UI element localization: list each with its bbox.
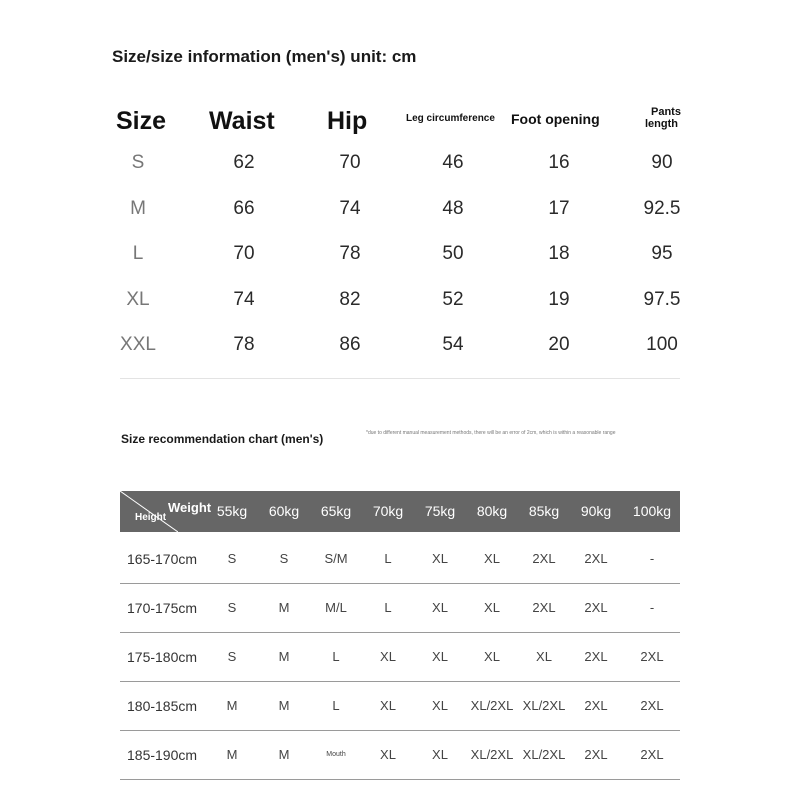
recommended-size: S <box>279 551 289 566</box>
recommended-size: 2XL <box>532 600 556 615</box>
weight-column-header: 75kg <box>424 503 456 519</box>
measurement-value: 62 <box>233 152 255 173</box>
recommended-size: XL <box>536 649 552 664</box>
recommended-size: XL/2XL <box>522 747 566 762</box>
size-label: XXL <box>120 334 156 355</box>
recommended-size: XL <box>380 649 396 664</box>
measurement-value: 66 <box>233 198 255 219</box>
size-row <box>0 325 800 365</box>
recommendation-header <box>120 491 680 532</box>
recommended-size: 2XL <box>640 698 664 713</box>
size-label: XL <box>126 289 150 310</box>
weight-column-header: 55kg <box>216 503 248 519</box>
recommended-size: S <box>227 649 237 664</box>
recommended-size: 2XL <box>532 551 556 566</box>
recommendation-row <box>120 535 680 584</box>
recommended-size: XL <box>432 649 448 664</box>
recommended-size: 2XL <box>584 551 608 566</box>
measurement-value: 19 <box>548 289 570 310</box>
header-foot-opening: Foot opening <box>511 111 600 127</box>
measurement-value: 100 <box>646 334 678 355</box>
measurement-footnote: *due to different manual measurement methods, there will be an error of 2cm, which is within a reasonable range <box>366 430 616 436</box>
size-row <box>0 280 800 320</box>
size-label: S <box>131 152 145 173</box>
recommended-size: 2XL <box>640 649 664 664</box>
recommended-size: XL/2XL <box>522 698 566 713</box>
recommended-size: Mouth <box>326 751 346 758</box>
section-divider <box>120 378 680 379</box>
measurement-value: 70 <box>233 243 255 264</box>
recommended-size: XL <box>432 600 448 615</box>
recommendation-row <box>120 633 680 682</box>
measurement-value: 16 <box>548 152 570 173</box>
recommended-size: 2XL <box>640 747 664 762</box>
recommended-size: XL/2XL <box>470 747 514 762</box>
recommended-size: XL <box>484 600 500 615</box>
weight-column-header: 80kg <box>476 503 508 519</box>
recommended-size: S <box>227 600 237 615</box>
weight-column-header: 100kg <box>632 503 672 519</box>
recommendation-title: Size recommendation chart (men's) <box>121 432 324 446</box>
recommended-size: XL <box>432 747 448 762</box>
measurement-value: 50 <box>442 243 464 264</box>
weight-column-header: 65kg <box>320 503 352 519</box>
weight-column-header: 60kg <box>268 503 300 519</box>
size-info-title: Size/size information (men's) unit: cm <box>112 47 417 66</box>
measurement-value: 74 <box>339 198 361 219</box>
recommended-size: - <box>649 551 655 566</box>
recommended-size: L <box>332 698 340 713</box>
measurement-value: 86 <box>339 334 361 355</box>
header-leg-circumference: Leg circumference <box>406 113 495 124</box>
measurement-value: 17 <box>548 198 570 219</box>
recommended-size: XL/2XL <box>470 698 514 713</box>
recommended-size: 2XL <box>584 600 608 615</box>
recommended-size: S <box>227 551 237 566</box>
header-waist: Waist <box>209 107 275 135</box>
measurement-value: 54 <box>442 334 464 355</box>
size-row <box>0 143 800 183</box>
height-range: 175-180cm <box>127 649 198 665</box>
recommended-size: XL <box>380 747 396 762</box>
recommended-size: L <box>384 551 392 566</box>
recommended-size: XL <box>432 551 448 566</box>
recommended-size: L <box>332 649 340 664</box>
recommended-size: M <box>278 600 290 615</box>
recommended-size: XL <box>432 698 448 713</box>
recommendation-row <box>120 682 680 731</box>
recommended-size: M <box>278 747 290 762</box>
height-axis-label: Height <box>135 512 167 523</box>
recommended-size: M <box>278 649 290 664</box>
header-hip: Hip <box>327 107 368 135</box>
recommendation-row <box>120 731 680 780</box>
measurement-value: 70 <box>339 152 361 173</box>
measurement-value: 78 <box>339 243 361 264</box>
measurement-value: 97.5 <box>643 289 681 310</box>
weight-column-header: 90kg <box>580 503 612 519</box>
height-range: 165-170cm <box>127 551 198 567</box>
recommended-size: - <box>649 600 655 615</box>
height-range: 170-175cm <box>127 600 198 616</box>
weight-axis-label: Weight <box>168 500 212 515</box>
measurement-value: 20 <box>548 334 570 355</box>
weight-column-header: 70kg <box>372 503 404 519</box>
weight-column-header: 85kg <box>528 503 560 519</box>
header-pants-length-line2: length <box>645 118 678 130</box>
header-size: Size <box>116 107 167 135</box>
recommended-size: XL <box>380 698 396 713</box>
recommendation-row <box>120 584 680 633</box>
recommended-size: 2XL <box>584 698 608 713</box>
recommended-size: M/L <box>325 600 347 615</box>
measurement-value: 52 <box>442 289 464 310</box>
recommended-size: XL <box>484 649 500 664</box>
size-row <box>0 189 800 229</box>
size-table-header <box>0 98 800 148</box>
recommended-size: M <box>278 698 290 713</box>
size-label: M <box>130 198 146 219</box>
measurement-value: 74 <box>233 289 255 310</box>
recommended-size: 2XL <box>584 747 608 762</box>
measurement-value: 90 <box>651 152 673 173</box>
height-range: 180-185cm <box>127 698 198 714</box>
header-pants-length-line1: Pants <box>651 106 681 118</box>
recommended-size: M <box>226 698 238 713</box>
measurement-value: 18 <box>548 243 570 264</box>
measurement-value: 78 <box>233 334 255 355</box>
recommended-size: 2XL <box>584 649 608 664</box>
size-row <box>0 234 800 274</box>
measurement-value: 95 <box>651 243 673 264</box>
size-label: L <box>132 243 144 264</box>
measurement-value: 92.5 <box>643 198 681 219</box>
recommended-size: XL <box>484 551 500 566</box>
measurement-value: 82 <box>339 289 361 310</box>
recommended-size: L <box>384 600 392 615</box>
recommended-size: M <box>226 747 238 762</box>
measurement-value: 46 <box>442 152 464 173</box>
recommended-size: S/M <box>324 551 348 566</box>
measurement-value: 48 <box>442 198 464 219</box>
height-range: 185-190cm <box>127 747 198 763</box>
